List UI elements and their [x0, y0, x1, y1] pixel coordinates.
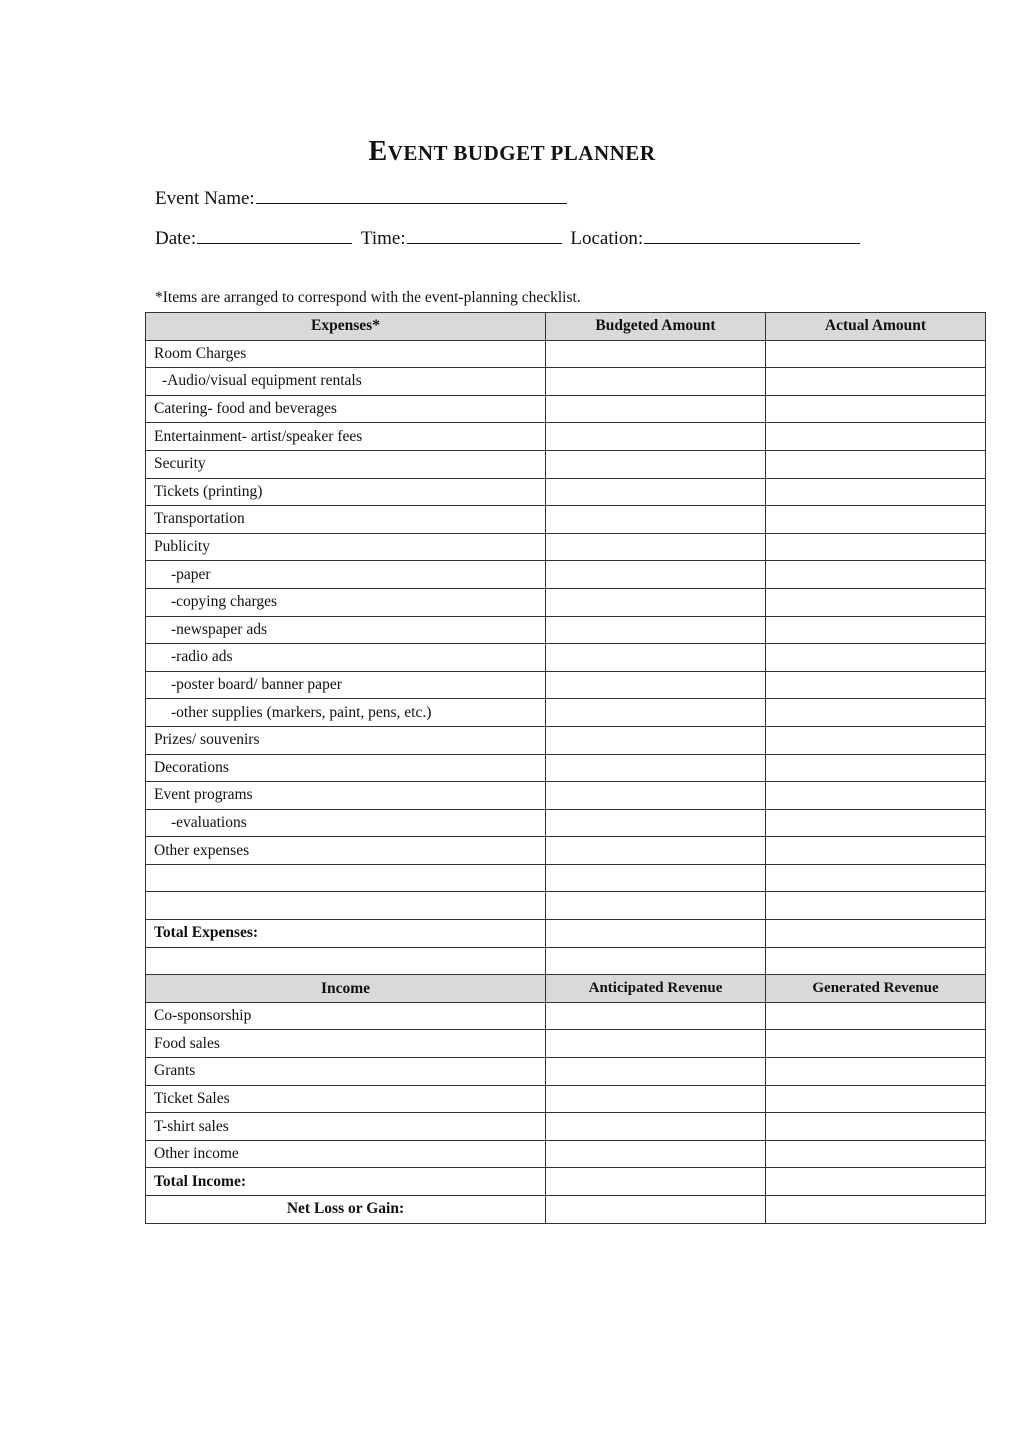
income-row: [146, 1002, 986, 1030]
expense-cell-amount-2[interactable]: [766, 671, 986, 699]
expense-cell-amount-1[interactable]: [546, 561, 766, 589]
income-cell-amount-1[interactable]: [546, 1168, 766, 1196]
expense-cell-label: Room Charges: [146, 340, 546, 368]
date-time-location-row: [155, 227, 860, 251]
expense-cell-amount-2[interactable]: [766, 423, 986, 451]
income-cell-amount-1[interactable]: [546, 1058, 766, 1086]
expense-cell-amount-2[interactable]: [766, 837, 986, 865]
checklist-note: *Items are arranged to correspond with the event-planning checklist.: [155, 289, 581, 306]
expense-cell-amount-2[interactable]: [766, 864, 986, 892]
expense-row: [146, 340, 986, 368]
date-label: Date:: [155, 228, 197, 249]
income-cell-amount-2[interactable]: [766, 1168, 986, 1196]
expense-cell-amount-1[interactable]: [546, 782, 766, 810]
income-cell-amount-2[interactable]: [766, 1140, 986, 1168]
income-cell-amount-2[interactable]: [766, 1113, 986, 1141]
expense-cell-label: Other expenses: [146, 837, 546, 865]
expense-row: [146, 892, 986, 920]
expense-cell-amount-2[interactable]: [766, 699, 986, 727]
expense-cell-amount-1[interactable]: [546, 340, 766, 368]
expense-cell-label: Decorations: [146, 754, 546, 782]
income-cell-amount-2[interactable]: [766, 1058, 986, 1086]
expense-cell-amount-2[interactable]: [766, 616, 986, 644]
expense-cell-amount-1[interactable]: [546, 837, 766, 865]
location-label: Location:: [570, 228, 644, 249]
expense-cell-amount-1[interactable]: [546, 671, 766, 699]
income-header-row: [146, 975, 986, 1003]
event-name-blank[interactable]: [256, 187, 567, 204]
income-cell-amount-2[interactable]: [766, 1085, 986, 1113]
income-row: [146, 1113, 986, 1141]
expense-cell-label: Total Expenses:: [146, 920, 546, 948]
expense-cell-amount-2[interactable]: [766, 506, 986, 534]
expense-cell-amount-1[interactable]: [546, 809, 766, 837]
page-title: [0, 136, 1024, 169]
expense-cell-label: -poster board/ banner paper: [146, 671, 546, 699]
income-cell-amount-1[interactable]: [546, 1002, 766, 1030]
budget-table: [145, 312, 986, 1224]
date-blank[interactable]: [197, 227, 352, 244]
expense-cell-label: Entertainment- artist/speaker fees: [146, 423, 546, 451]
expense-row: [146, 616, 986, 644]
expense-cell-label: [146, 864, 546, 892]
expense-cell-amount-1[interactable]: [546, 616, 766, 644]
expense-cell-amount-1[interactable]: [546, 754, 766, 782]
expense-row: [146, 644, 986, 672]
expense-cell-amount-1[interactable]: [546, 920, 766, 948]
expense-cell-amount-2[interactable]: [766, 782, 986, 810]
expense-cell-amount-1[interactable]: [546, 506, 766, 534]
location-blank[interactable]: [644, 227, 860, 244]
expense-row: [146, 671, 986, 699]
expense-cell-amount-2[interactable]: [766, 588, 986, 616]
expense-cell-label: Security: [146, 450, 546, 478]
expense-row: [146, 920, 986, 948]
income-cell-amount-2[interactable]: [766, 1002, 986, 1030]
expense-cell-amount-2[interactable]: [766, 478, 986, 506]
expense-row: [146, 423, 986, 451]
expense-cell-amount-2[interactable]: [766, 340, 986, 368]
title-rest: VENT BUDGET PLANNER: [387, 141, 656, 165]
income-cell-label: Other income: [146, 1140, 546, 1168]
expense-cell-label: -radio ads: [146, 644, 546, 672]
expense-cell-amount-2[interactable]: [766, 920, 986, 948]
expense-cell-label: Catering- food and beverages: [146, 395, 546, 423]
expense-cell-amount-2[interactable]: [766, 726, 986, 754]
expense-row: [146, 533, 986, 561]
expenses-header-row: [146, 313, 986, 341]
expense-row: [146, 588, 986, 616]
expense-cell-amount-2[interactable]: [766, 533, 986, 561]
income-row: [146, 1030, 986, 1058]
expense-cell-amount-1[interactable]: [546, 726, 766, 754]
income-cell-amount-1[interactable]: [546, 1196, 766, 1224]
expense-cell-amount-2[interactable]: [766, 450, 986, 478]
expense-cell-label: -copying charges: [146, 588, 546, 616]
expense-row: [146, 699, 986, 727]
expense-cell-label: -other supplies (markers, paint, pens, etc.): [146, 699, 546, 727]
expense-cell-label: -evaluations: [146, 809, 546, 837]
income-row: [146, 1196, 986, 1224]
expense-row: [146, 754, 986, 782]
income-cell-label: Co-sponsorship: [146, 1002, 546, 1030]
expense-row: [146, 368, 986, 396]
expense-cell-amount-2[interactable]: [766, 561, 986, 589]
actual-amount-header: Actual Amount: [766, 313, 986, 341]
expense-cell-amount-2[interactable]: [766, 947, 986, 975]
income-cell-amount-2[interactable]: [766, 1196, 986, 1224]
income-row: [146, 1168, 986, 1196]
income-row: [146, 1058, 986, 1086]
expense-cell-amount-1[interactable]: [546, 450, 766, 478]
expense-cell-amount-1[interactable]: [546, 892, 766, 920]
expense-cell-label: Event programs: [146, 782, 546, 810]
expense-cell-amount-2[interactable]: [766, 809, 986, 837]
title-first-letter: E: [368, 136, 388, 167]
income-cell-amount-1[interactable]: [546, 1030, 766, 1058]
expense-cell-label: Transportation: [146, 506, 546, 534]
expense-cell-label: Publicity: [146, 533, 546, 561]
expense-cell-amount-1[interactable]: [546, 644, 766, 672]
event-name-field[interactable]: [155, 187, 567, 211]
expense-row: [146, 450, 986, 478]
expense-cell-amount-1[interactable]: [546, 478, 766, 506]
expense-cell-label: Tickets (printing): [146, 478, 546, 506]
expense-row: [146, 726, 986, 754]
income-cell-amount-1[interactable]: [546, 1085, 766, 1113]
expense-row: [146, 561, 986, 589]
expense-cell-label: -newspaper ads: [146, 616, 546, 644]
expense-cell-amount-2[interactable]: [766, 368, 986, 396]
income-cell-label: T-shirt sales: [146, 1113, 546, 1141]
expense-row: [146, 809, 986, 837]
expenses-header: Expenses*: [146, 313, 546, 341]
expense-cell-amount-1[interactable]: [546, 864, 766, 892]
expense-row: [146, 782, 986, 810]
income-cell-amount-1[interactable]: [546, 1113, 766, 1141]
income-row: [146, 1085, 986, 1113]
income-cell-label: Grants: [146, 1058, 546, 1086]
income-cell-label: Net Loss or Gain:: [146, 1196, 546, 1224]
income-cell-amount-2[interactable]: [766, 1030, 986, 1058]
generated-revenue-header: Generated Revenue: [766, 975, 986, 1003]
income-cell-label: Total Income:: [146, 1168, 546, 1196]
expense-cell-amount-2[interactable]: [766, 892, 986, 920]
expense-cell-label: -Audio/visual equipment rentals: [146, 368, 546, 396]
expense-row: [146, 478, 986, 506]
expense-row: [146, 506, 986, 534]
expense-cell-amount-2[interactable]: [766, 644, 986, 672]
anticipated-revenue-header: Anticipated Revenue: [546, 975, 766, 1003]
expense-cell-amount-2[interactable]: [766, 754, 986, 782]
expense-cell-amount-2[interactable]: [766, 395, 986, 423]
expense-cell-label: Prizes/ souvenirs: [146, 726, 546, 754]
expense-row: [146, 837, 986, 865]
expense-cell-label: -paper: [146, 561, 546, 589]
expense-cell-label: [146, 892, 546, 920]
budgeted-amount-header: Budgeted Amount: [546, 313, 766, 341]
event-name-label: Event Name:: [155, 188, 255, 209]
expense-cell-amount-1[interactable]: [546, 395, 766, 423]
expense-cell-amount-1[interactable]: [546, 368, 766, 396]
expense-cell-amount-1[interactable]: [546, 588, 766, 616]
income-cell-amount-1[interactable]: [546, 1140, 766, 1168]
expense-cell-amount-1[interactable]: [546, 947, 766, 975]
income-header: Income: [146, 975, 546, 1003]
time-label: Time:: [360, 228, 406, 249]
income-cell-label: Food sales: [146, 1030, 546, 1058]
expense-cell-amount-1[interactable]: [546, 699, 766, 727]
expense-cell-label: [146, 947, 546, 975]
income-cell-label: Ticket Sales: [146, 1085, 546, 1113]
income-row: [146, 1140, 986, 1168]
expense-row: [146, 947, 986, 975]
expense-cell-amount-1[interactable]: [546, 533, 766, 561]
expense-row: [146, 864, 986, 892]
time-blank[interactable]: [407, 227, 562, 244]
expense-cell-amount-1[interactable]: [546, 423, 766, 451]
expense-row: [146, 395, 986, 423]
